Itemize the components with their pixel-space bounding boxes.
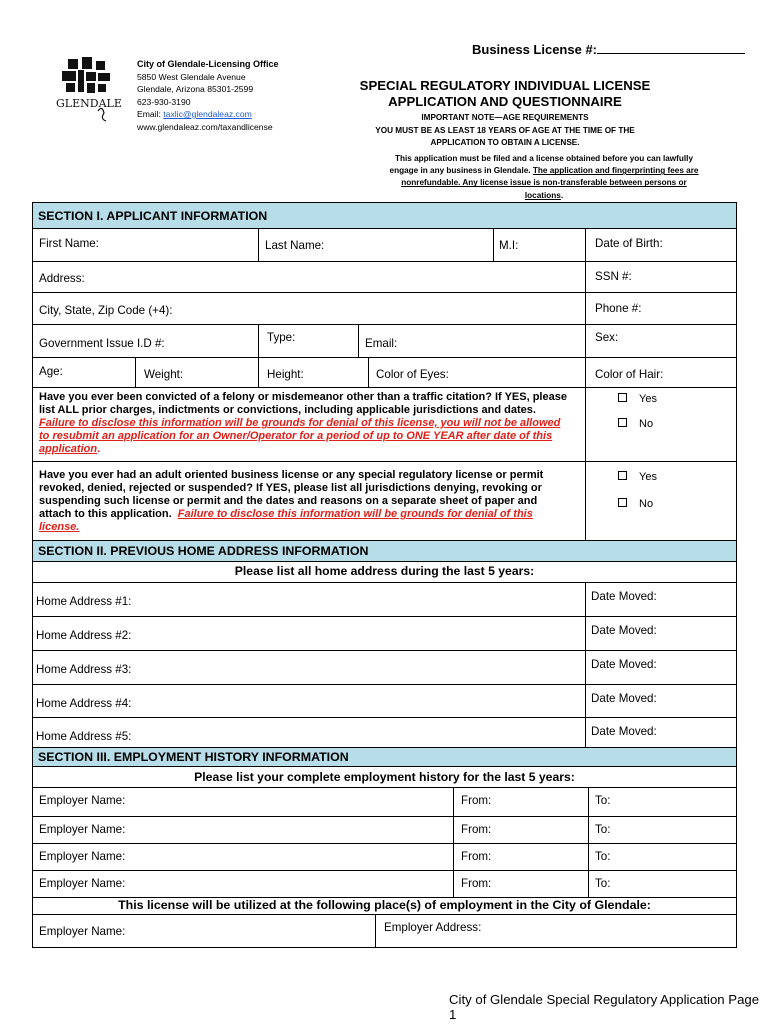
date-moved-field[interactable]: Date Moved: [585, 685, 736, 717]
revocation-question-row [33, 462, 736, 541]
section2-subheading: Please list all home address during the last 5 years: [33, 562, 736, 583]
home-address-field[interactable]: Home Address #1: [36, 595, 132, 608]
final-employer-name-field[interactable]: Employer Name: [39, 925, 126, 938]
hair-color-field[interactable]: Color of Hair: [585, 358, 736, 387]
checkbox-icon [618, 418, 627, 427]
home-address-field[interactable]: Home Address #5: [36, 730, 132, 743]
places-heading: This license will be utilized at the following place(s) of employment in the City of Glendale: [33, 898, 736, 915]
mi-field[interactable]: M.I: [493, 229, 585, 261]
section2-heading: SECTION II. PREVIOUS HOME ADDRESS INFORMATION [33, 541, 736, 562]
to-date-field[interactable]: To: [588, 871, 736, 897]
address-field[interactable]: Address: [39, 272, 85, 285]
office-phone: 623-930-3190 [137, 96, 191, 107]
to-date-field[interactable]: To: [588, 817, 736, 843]
email-field[interactable]: Email: [358, 325, 585, 357]
info-line3: nonrefundable. Any license issue is non-transferable between persons or [401, 178, 687, 188]
age-requirement-note [330, 112, 680, 150]
final-employer-address-field[interactable]: Employer Address: [375, 915, 736, 947]
from-date-field[interactable]: From: [453, 844, 588, 870]
title-line2: APPLICATION AND QUESTIONNAIRE [388, 94, 622, 109]
office-email-link[interactable]: taxlic@glendaleaz.com [163, 109, 252, 119]
dob-field[interactable]: Date of Birth: [585, 229, 736, 261]
business-license-label: Business License #: [472, 41, 745, 57]
revocation-question: Have you ever had an adult oriented business license or any special regulatory license or permit revoked, denied, rejected or suspended? If YES, please list all jurisdictions denying, revoking or suspending such license or permit and the dates and reasons on a separate sheet of paper and attach to this application. Failure to disclose this information will be grounds for denial of this license. [39, 469, 544, 533]
city-state-zip-field[interactable]: City, State, Zip Code (+4): [39, 304, 173, 317]
revocation-answer [585, 462, 736, 540]
sex-field[interactable]: Sex: [585, 325, 736, 357]
page-footer: City of Glendale Special Regulatory Application Page 1 [449, 992, 760, 1022]
title-line1: SPECIAL REGULATORY INDIVIDUAL LICENSE [359, 78, 651, 93]
date-moved-field[interactable]: Date Moved: [585, 718, 736, 747]
conviction-question: Have you ever been convicted of a felony or misdemeanor other than a traffic citation? If YES, please list ALL prior charges, indictments or convictions, including applicable jurisdictions and dates. Failure to disclose this information will be grounds for denial of this license, you will not be allowed to resubmit an application for an Owner/Operator for a period of up to ONE YEAR after date of this application. [39, 391, 567, 455]
home-address-row [33, 718, 736, 748]
conviction-no-checkbox[interactable]: No [618, 418, 653, 430]
from-date-field[interactable]: From: [453, 871, 588, 897]
id-type-field[interactable]: Type: [258, 325, 358, 357]
office-email-line [137, 108, 279, 121]
final-employer-row [33, 915, 736, 947]
employment-row [33, 871, 736, 898]
employer-name-field[interactable]: Employer Name: [39, 823, 126, 836]
checkbox-icon [618, 471, 627, 480]
home-address-row [33, 651, 736, 685]
business-license-field[interactable] [597, 41, 745, 54]
glendale-logo [54, 55, 132, 125]
from-date-field[interactable]: From: [453, 817, 588, 843]
revocation-yes-checkbox[interactable]: Yes [618, 471, 657, 483]
office-name: City of Glendale-Licensing Office [137, 59, 279, 69]
checkbox-icon [618, 393, 627, 402]
office-info [137, 58, 279, 133]
info-line2: engage in any business in Glendale. The application and fingerprinting fees are [389, 166, 699, 176]
employment-row [33, 844, 736, 871]
date-moved-field[interactable]: Date Moved: [585, 617, 736, 650]
svg-text:GLENDALE: GLENDALE [56, 97, 122, 110]
ssn-field[interactable]: SSN #: [585, 262, 736, 292]
to-date-field[interactable]: To: [588, 844, 736, 870]
gov-id-row [33, 325, 736, 358]
weight-field[interactable]: Weight: [135, 358, 258, 387]
office-address2: Glendale, Arizona 85301-2599 [137, 84, 254, 94]
city-row [33, 293, 736, 325]
email-label: Email: [137, 109, 161, 119]
physical-row [33, 358, 736, 388]
height-field[interactable]: Height: [258, 358, 368, 387]
conviction-question-row [33, 388, 736, 462]
section1-heading: SECTION I. APPLICANT INFORMATION [33, 203, 736, 229]
filing-info [360, 153, 728, 202]
from-date-field[interactable]: From: [453, 788, 588, 816]
gov-id-field[interactable]: Government Issue I.D #: [39, 337, 165, 350]
revocation-no-checkbox[interactable]: No [618, 498, 653, 510]
note-line2: APPLICATION TO OBTAIN A LICENSE. [430, 138, 580, 147]
form-title [340, 78, 670, 110]
address-row [33, 262, 736, 293]
home-address-field[interactable]: Home Address #2: [36, 629, 132, 642]
employer-name-field[interactable]: Employer Name: [39, 850, 126, 863]
section3-subheading: Please list your complete employment history for the last 5 years: [33, 767, 736, 788]
note-title: IMPORTANT NOTE—AGE REQUIREMENTS [421, 113, 589, 122]
employer-name-field[interactable]: Employer Name: [39, 877, 126, 890]
conviction-answer [585, 388, 736, 461]
application-form [32, 202, 737, 948]
conviction-yes-checkbox[interactable]: Yes [618, 393, 657, 405]
date-moved-field[interactable]: Date Moved: [585, 583, 736, 616]
note-line1: YOU MUST BE AS LEAST 18 YEARS OF AGE AT THE TIME OF THE [375, 125, 635, 135]
to-date-field[interactable]: To: [588, 788, 736, 816]
employment-row [33, 817, 736, 844]
date-moved-field[interactable]: Date Moved: [585, 651, 736, 684]
phone-field[interactable]: Phone #: [585, 293, 736, 324]
home-address-field[interactable]: Home Address #4: [36, 697, 132, 710]
last-name-field[interactable]: Last Name: [258, 229, 493, 261]
home-address-field[interactable]: Home Address #3: [36, 663, 132, 676]
home-address-row [33, 685, 736, 718]
office-address1: 5850 West Glendale Avenue [137, 71, 246, 82]
eye-color-field[interactable]: Color of Eyes: [368, 358, 585, 387]
office-website[interactable]: www.glendaleaz.com/taxandlicense [137, 121, 273, 132]
employment-row [33, 788, 736, 817]
name-row [33, 229, 736, 262]
section3-heading: SECTION III. EMPLOYMENT HISTORY INFORMATION [33, 748, 736, 767]
checkbox-icon [618, 498, 627, 507]
info-line4: locations. [524, 190, 564, 200]
home-address-row [33, 583, 736, 617]
home-address-row [33, 617, 736, 651]
info-line1: This application must be filed and a license obtained before you can lawfully [395, 154, 693, 163]
employer-name-field[interactable]: Employer Name: [39, 794, 126, 807]
first-name-field[interactable]: First Name: [39, 237, 99, 250]
age-field[interactable]: Age: [39, 365, 63, 378]
